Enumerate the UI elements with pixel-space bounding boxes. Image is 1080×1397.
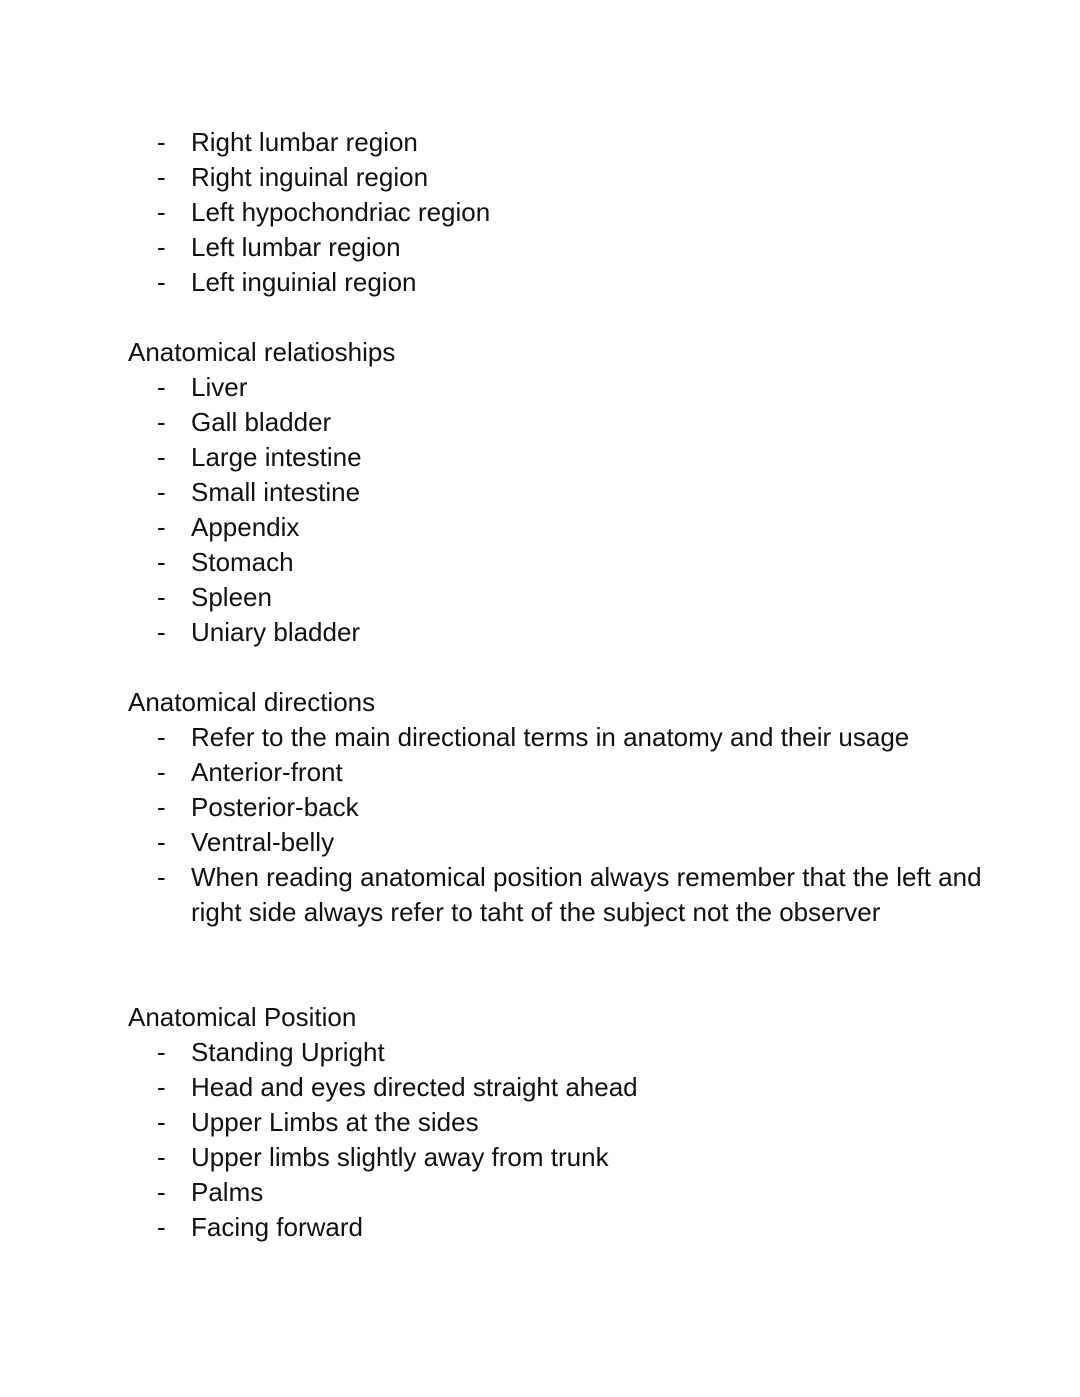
list-item: - Standing Upright [128,1035,988,1070]
list-item: - Right inguinal region [128,160,988,195]
list-item: - Liver [128,370,988,405]
list-item: - Facing forward [128,1210,988,1245]
list-item: - Spleen [128,580,988,615]
position-list [128,1035,988,1245]
regions-continued-section [128,125,988,300]
position-section [128,1000,988,1245]
list-item: - Large intestine [128,440,988,475]
list-item: - Gall bladder [128,405,988,440]
list-item: - Stomach [128,545,988,580]
list-item: - Upper Limbs at the sides [128,1105,988,1140]
list-item: - Ventral-belly [128,825,988,860]
list-item: - Upper limbs slightly away from trunk [128,1140,988,1175]
list-item: - Left lumbar region [128,230,988,265]
list-item: - Posterior-back [128,790,988,825]
list-item: - Head and eyes directed straight ahead [128,1070,988,1105]
list-item: - Left hypochondriac region [128,195,988,230]
list-item: - Uniary bladder [128,615,988,650]
relationships-section [128,335,988,650]
list-item: - Left inguinial region [128,265,988,300]
relationships-list [128,370,988,650]
section-heading: Anatomical directions [128,687,376,717]
list-item: - Small intestine [128,475,988,510]
list-item: - Palms [128,1175,988,1210]
directions-section [128,685,988,930]
list-item: - When reading anatomical position always remember that the left and right side always refer to taht of the subject not the observer [128,860,988,930]
list-item: - Refer to the main directional terms in anatomy and their usage [128,720,988,755]
list-item: - Right lumbar region [128,125,988,160]
directions-list [128,720,988,930]
section-heading: Anatomical Position [128,1002,357,1032]
list-item: - Appendix [128,510,988,545]
list-item: - Anterior-front [128,755,988,790]
section-heading: Anatomical relatioships [128,337,396,367]
regions-list [128,125,988,300]
